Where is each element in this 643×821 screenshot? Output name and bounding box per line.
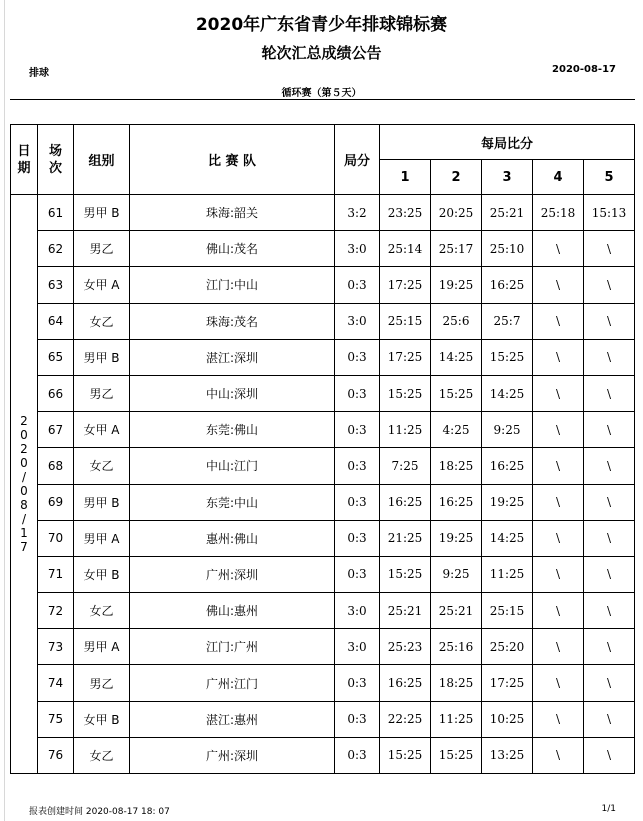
sets-score-cell: 3:2 xyxy=(335,195,380,231)
sets-score-cell: 3:0 xyxy=(335,593,380,629)
group-cell: 男甲 A xyxy=(74,629,130,665)
page-subtitle: 轮次汇总成绩公告 xyxy=(261,44,382,62)
table-row xyxy=(11,339,635,375)
set-4-score-cell: \ xyxy=(533,665,584,701)
set-5-score-cell: 15:13 xyxy=(584,195,635,231)
group-cell: 男乙 xyxy=(74,375,130,411)
match-number-cell: 75 xyxy=(38,701,74,737)
table-row xyxy=(11,267,635,303)
sport-label: 排球 xyxy=(29,68,49,79)
group-cell: 女乙 xyxy=(74,448,130,484)
set-4-score-cell: \ xyxy=(533,375,584,411)
set-5-score-cell: \ xyxy=(584,231,635,267)
sets-score-cell: 3:0 xyxy=(335,231,380,267)
date-char: / xyxy=(21,470,27,484)
sets-score-cell: 3:0 xyxy=(335,629,380,665)
table-row xyxy=(11,665,635,701)
sets-score-cell: 0:3 xyxy=(335,339,380,375)
col-header-date-text: 日期 xyxy=(17,143,31,176)
set-5-score-cell: \ xyxy=(584,375,635,411)
group-cell: 女乙 xyxy=(74,303,130,339)
set-3-score-cell: 16:25 xyxy=(482,448,533,484)
col-header-set-4: 4 xyxy=(533,160,584,195)
date-char: 1 xyxy=(20,526,28,540)
table-row xyxy=(11,629,635,665)
match-number-cell: 69 xyxy=(38,484,74,520)
set-2-score-cell: 20:25 xyxy=(431,195,482,231)
sets-score-cell: 0:3 xyxy=(335,267,380,303)
set-3-score-cell: 25:7 xyxy=(482,303,533,339)
teams-cell: 湛江:深圳 xyxy=(130,339,335,375)
set-4-score-cell: 25:18 xyxy=(533,195,584,231)
col-header-match xyxy=(38,125,74,195)
match-number-cell: 62 xyxy=(38,231,74,267)
set-2-score-cell: 11:25 xyxy=(431,701,482,737)
set-3-score-cell: 25:15 xyxy=(482,593,533,629)
group-cell: 男甲 B xyxy=(74,195,130,231)
table-row xyxy=(11,412,635,448)
set-3-score-cell: 11:25 xyxy=(482,556,533,592)
set-3-score-cell: 25:20 xyxy=(482,629,533,665)
set-1-score-cell: 21:25 xyxy=(380,520,431,556)
set-2-score-cell: 19:25 xyxy=(431,267,482,303)
set-3-score-cell: 9:25 xyxy=(482,412,533,448)
set-1-score-cell: 7:25 xyxy=(380,448,431,484)
page-left-edge xyxy=(4,0,5,821)
set-5-score-cell: \ xyxy=(584,484,635,520)
set-1-score-cell: 25:14 xyxy=(380,231,431,267)
set-4-score-cell: \ xyxy=(533,412,584,448)
col-header-set-2: 2 xyxy=(431,160,482,195)
group-cell: 男甲 B xyxy=(74,339,130,375)
page-title: 2020年广东省青少年排球锦标赛 xyxy=(195,15,448,35)
match-number-cell: 74 xyxy=(38,665,74,701)
set-5-score-cell: \ xyxy=(584,267,635,303)
col-header-set-1: 1 xyxy=(380,160,431,195)
date-char: 0 xyxy=(20,456,28,470)
set-1-score-cell: 17:25 xyxy=(380,339,431,375)
teams-cell: 珠海:茂名 xyxy=(130,303,335,339)
set-1-score-cell: 11:25 xyxy=(380,412,431,448)
set-3-score-cell: 15:25 xyxy=(482,339,533,375)
header-row xyxy=(11,125,635,160)
table-row xyxy=(11,195,635,231)
set-2-score-cell: 14:25 xyxy=(431,339,482,375)
match-number-cell: 67 xyxy=(38,412,74,448)
col-header-group: 组别 xyxy=(74,125,130,195)
teams-cell: 广州:江门 xyxy=(130,665,335,701)
sets-score-cell: 0:3 xyxy=(335,737,380,773)
set-3-score-cell: 14:25 xyxy=(482,375,533,411)
teams-cell: 广州:深圳 xyxy=(130,737,335,773)
set-4-score-cell: \ xyxy=(533,520,584,556)
set-4-score-cell: \ xyxy=(533,556,584,592)
teams-cell: 中山:江门 xyxy=(130,448,335,484)
set-2-score-cell: 15:25 xyxy=(431,375,482,411)
set-1-score-cell: 22:25 xyxy=(380,701,431,737)
set-2-score-cell: 16:25 xyxy=(431,484,482,520)
table-row xyxy=(11,484,635,520)
table-row xyxy=(11,520,635,556)
set-4-score-cell: \ xyxy=(533,267,584,303)
set-5-score-cell: \ xyxy=(584,629,635,665)
col-header-set-5: 5 xyxy=(584,160,635,195)
set-2-score-cell: 19:25 xyxy=(431,520,482,556)
sets-score-cell: 0:3 xyxy=(335,520,380,556)
set-2-score-cell: 18:25 xyxy=(431,448,482,484)
teams-cell: 江门:广州 xyxy=(130,629,335,665)
group-cell: 男甲 A xyxy=(74,520,130,556)
set-4-score-cell: \ xyxy=(533,339,584,375)
date-char: 2 xyxy=(20,442,28,456)
set-5-score-cell: \ xyxy=(584,303,635,339)
set-5-score-cell: \ xyxy=(584,448,635,484)
sets-score-cell: 0:3 xyxy=(335,448,380,484)
set-2-score-cell: 15:25 xyxy=(431,737,482,773)
table-row xyxy=(11,593,635,629)
set-3-score-cell: 10:25 xyxy=(482,701,533,737)
set-1-score-cell: 23:25 xyxy=(380,195,431,231)
sets-score-cell: 0:3 xyxy=(335,412,380,448)
group-cell: 女甲 A xyxy=(74,267,130,303)
teams-cell: 珠海:韶关 xyxy=(130,195,335,231)
set-4-score-cell: \ xyxy=(533,231,584,267)
set-1-score-cell: 25:15 xyxy=(380,303,431,339)
group-cell: 女甲 B xyxy=(74,701,130,737)
set-3-score-cell: 17:25 xyxy=(482,665,533,701)
teams-cell: 江门:中山 xyxy=(130,267,335,303)
match-number-cell: 65 xyxy=(38,339,74,375)
set-1-score-cell: 16:25 xyxy=(380,665,431,701)
col-header-sets: 局分 xyxy=(335,125,380,195)
group-cell: 男乙 xyxy=(74,231,130,267)
set-3-score-cell: 19:25 xyxy=(482,484,533,520)
set-2-score-cell: 9:25 xyxy=(431,556,482,592)
table-row xyxy=(11,556,635,592)
round-underline xyxy=(10,99,635,100)
date-char: 0 xyxy=(20,484,28,498)
sets-score-cell: 0:3 xyxy=(335,665,380,701)
set-4-score-cell: \ xyxy=(533,629,584,665)
table-row xyxy=(11,303,635,339)
set-3-score-cell: 25:21 xyxy=(482,195,533,231)
set-3-score-cell: 13:25 xyxy=(482,737,533,773)
table-row xyxy=(11,701,635,737)
set-5-score-cell: \ xyxy=(584,701,635,737)
table-row xyxy=(11,375,635,411)
set-2-score-cell: 18:25 xyxy=(431,665,482,701)
set-2-score-cell: 4:25 xyxy=(431,412,482,448)
set-4-score-cell: \ xyxy=(533,484,584,520)
col-header-set-3: 3 xyxy=(482,160,533,195)
teams-cell: 东莞:佛山 xyxy=(130,412,335,448)
sets-score-cell: 0:3 xyxy=(335,701,380,737)
col-header-teams: 比 赛 队 xyxy=(130,125,335,195)
group-cell: 女乙 xyxy=(74,737,130,773)
match-number-cell: 73 xyxy=(38,629,74,665)
match-number-cell: 70 xyxy=(38,520,74,556)
sets-score-cell: 0:3 xyxy=(335,556,380,592)
set-5-score-cell: \ xyxy=(584,520,635,556)
set-3-score-cell: 25:10 xyxy=(482,231,533,267)
set-5-score-cell: \ xyxy=(584,665,635,701)
group-cell: 男甲 B xyxy=(74,484,130,520)
set-5-score-cell: \ xyxy=(584,737,635,773)
set-1-score-cell: 15:25 xyxy=(380,737,431,773)
group-cell: 女甲 A xyxy=(74,412,130,448)
set-4-score-cell: \ xyxy=(533,593,584,629)
set-1-score-cell: 16:25 xyxy=(380,484,431,520)
set-5-score-cell: \ xyxy=(584,412,635,448)
report-created-time: 报表创建时间 2020-08-17 18: 07 xyxy=(29,807,170,817)
set-1-score-cell: 15:25 xyxy=(380,375,431,411)
match-number-cell: 61 xyxy=(38,195,74,231)
teams-cell: 广州:深圳 xyxy=(130,556,335,592)
teams-cell: 佛山:惠州 xyxy=(130,593,335,629)
set-5-score-cell: \ xyxy=(584,593,635,629)
match-number-cell: 71 xyxy=(38,556,74,592)
set-2-score-cell: 25:16 xyxy=(431,629,482,665)
match-number-cell: 64 xyxy=(38,303,74,339)
date-cell xyxy=(11,195,38,774)
match-number-cell: 72 xyxy=(38,593,74,629)
set-4-score-cell: \ xyxy=(533,737,584,773)
date-char: 0 xyxy=(20,428,28,442)
date-char: 2 xyxy=(20,414,28,428)
set-5-score-cell: \ xyxy=(584,339,635,375)
col-header-match-text: 场次 xyxy=(48,143,62,176)
page-number: 1/1 xyxy=(601,804,616,814)
teams-cell: 东莞:中山 xyxy=(130,484,335,520)
set-4-score-cell: \ xyxy=(533,448,584,484)
teams-cell: 惠州:佛山 xyxy=(130,520,335,556)
set-2-score-cell: 25:21 xyxy=(431,593,482,629)
table-row xyxy=(11,231,635,267)
date-char: / xyxy=(21,512,27,526)
sets-score-cell: 0:3 xyxy=(335,375,380,411)
match-number-cell: 76 xyxy=(38,737,74,773)
round-label: 循环赛（第５天） xyxy=(281,88,362,99)
teams-cell: 佛山:茂名 xyxy=(130,231,335,267)
set-3-score-cell: 14:25 xyxy=(482,520,533,556)
group-cell: 男乙 xyxy=(74,665,130,701)
report-date: 2020-08-17 xyxy=(552,64,616,75)
teams-cell: 湛江:惠州 xyxy=(130,701,335,737)
group-cell: 女甲 B xyxy=(74,556,130,592)
set-4-score-cell: \ xyxy=(533,701,584,737)
set-4-score-cell: \ xyxy=(533,303,584,339)
set-3-score-cell: 16:25 xyxy=(482,267,533,303)
table-row xyxy=(11,737,635,773)
col-header-set-scores: 每局比分 xyxy=(380,125,635,160)
col-header-date xyxy=(11,125,38,195)
results-table xyxy=(10,124,635,774)
sets-score-cell: 3:0 xyxy=(335,303,380,339)
match-number-cell: 66 xyxy=(38,375,74,411)
set-5-score-cell: \ xyxy=(584,556,635,592)
date-char: 8 xyxy=(20,498,28,512)
set-1-score-cell: 17:25 xyxy=(380,267,431,303)
match-number-cell: 68 xyxy=(38,448,74,484)
results-body xyxy=(11,195,635,774)
set-1-score-cell: 25:23 xyxy=(380,629,431,665)
sets-score-cell: 0:3 xyxy=(335,484,380,520)
set-1-score-cell: 15:25 xyxy=(380,556,431,592)
set-2-score-cell: 25:6 xyxy=(431,303,482,339)
date-char: 7 xyxy=(20,540,28,554)
set-1-score-cell: 25:21 xyxy=(380,593,431,629)
table-row xyxy=(11,448,635,484)
set-2-score-cell: 25:17 xyxy=(431,231,482,267)
group-cell: 女乙 xyxy=(74,593,130,629)
teams-cell: 中山:深圳 xyxy=(130,375,335,411)
match-number-cell: 63 xyxy=(38,267,74,303)
